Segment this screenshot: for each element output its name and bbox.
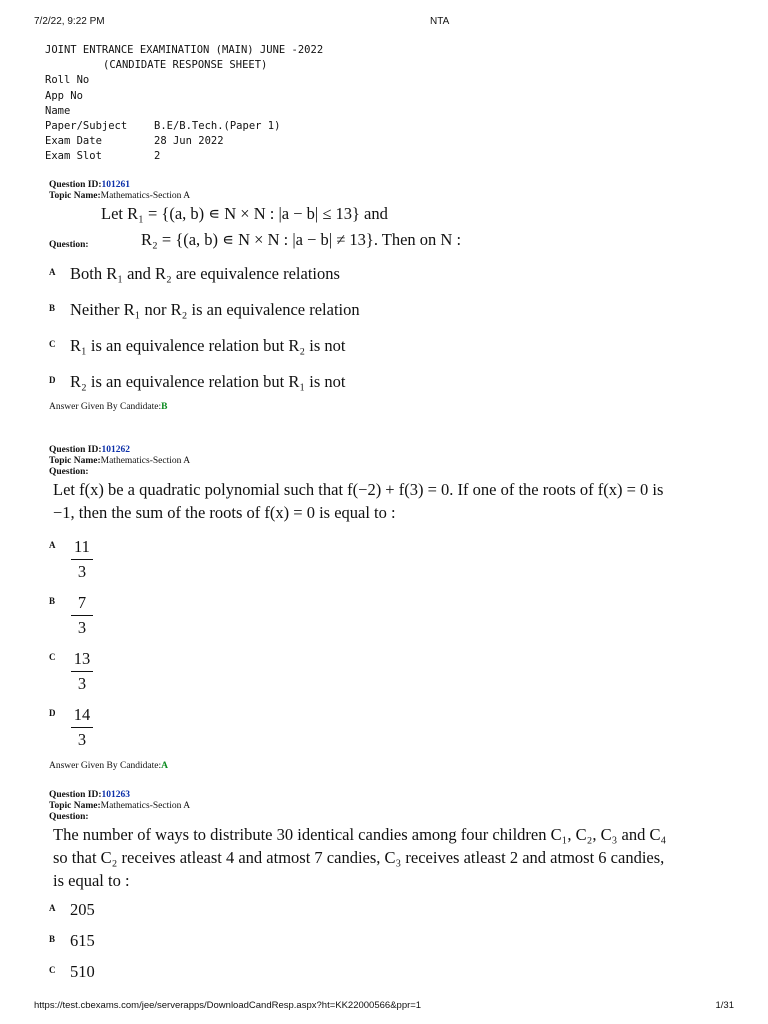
question-block-101261 <box>49 180 729 412</box>
info-row-exam-slot: Exam Slot 2 <box>45 150 161 163</box>
info-row-exam-date: Exam Date 28 Jun 2022 <box>45 135 224 148</box>
question-label: Question: <box>49 812 89 822</box>
answer-given-line: Answer Given By Candidate:A <box>49 761 169 771</box>
option-b: B 7 3 <box>49 593 729 649</box>
question-id-line: Question ID:101263 <box>49 790 131 800</box>
info-row-name: Name <box>45 104 71 117</box>
question-block-101263 <box>49 790 739 990</box>
answer-value: B <box>161 402 168 412</box>
fraction: 7 3 <box>71 593 93 638</box>
browser-print-footer <box>34 1000 734 1014</box>
option-c: C R₁ is an equivalence relation but R₂ is not <box>49 336 346 355</box>
topic-line: Topic Name:Mathematics-Section A <box>49 801 191 811</box>
fraction: 14 3 <box>71 705 93 750</box>
option-d: D 14 3 <box>49 705 729 761</box>
option-a: A 11 3 <box>49 537 729 593</box>
question-block-101262 <box>49 445 729 771</box>
question-id-line: Question ID:101261 <box>49 180 131 190</box>
print-datetime: 7/2/22, 9:22 PM <box>34 16 105 27</box>
question-stem: The number of ways to distribute 30 identical candies among four children C₁, C₂, C₃ and C₄ so that C₂ receives atleast 4 and atmost 7 candies, C₃ receives atleast 2 and atmost 6 candies, is equal to : <box>53 825 667 890</box>
option-c: C 510 <box>49 962 95 981</box>
option-b: B 615 <box>49 931 95 950</box>
fraction: 13 3 <box>71 649 93 694</box>
question-stem: Let f(x) be a quadratic polynomial such that f(−2) + f(3) = 0. If one of the roots of f(x) = 0 is −1, then the sum of the roots of f(x) = 0 is equal to : <box>53 480 664 522</box>
browser-print-header <box>34 16 734 30</box>
topic-line: Topic Name:Mathematics-Section A <box>49 456 191 466</box>
fraction: 11 3 <box>71 537 93 582</box>
info-row-roll-no: Roll No <box>45 74 90 87</box>
exam-title: JOINT ENTRANCE EXAMINATION (MAIN) JUNE -2022 <box>45 44 324 56</box>
sheet-subtitle: (CANDIDATE RESPONSE SHEET) <box>103 59 268 72</box>
option-d: D R₂ is an equivalence relation but R₁ is not <box>49 372 346 391</box>
info-row-paper: Paper/Subject B.E/B.Tech.(Paper 1) <box>45 120 281 133</box>
print-page-number: 1/31 <box>715 1000 734 1011</box>
print-url: https://test.cbexams.com/jee/serverapps/DownloadCandResp.aspx?ht=KK22000566&ppr=1 <box>34 1000 422 1011</box>
option-a: A Both R₁ and R₂ are equivalence relations <box>49 264 340 283</box>
question-stem: Let R₁ = {(a, b) ∊ N × N : |a − b| ≤ 13} and Question: R₂ = {(a, b) ∊ N × N : |a − b| ≠ 13}. Then on N : <box>49 204 462 250</box>
print-site-title: NTA <box>430 16 450 27</box>
answer-given-line: Answer Given By Candidate:B <box>49 402 168 412</box>
option-c: C 13 3 <box>49 649 729 705</box>
option-b: B Neither R₁ nor R₂ is an equivalence relation <box>49 300 360 319</box>
question-id-line: Question ID:101262 <box>49 445 131 455</box>
topic-line: Topic Name:Mathematics-Section A <box>49 191 191 201</box>
info-row-app-no: App No <box>45 89 83 102</box>
answer-value: A <box>161 761 169 771</box>
option-a: A 205 <box>49 900 95 919</box>
response-sheet-header <box>45 43 323 165</box>
question-label: Question: <box>49 467 89 477</box>
